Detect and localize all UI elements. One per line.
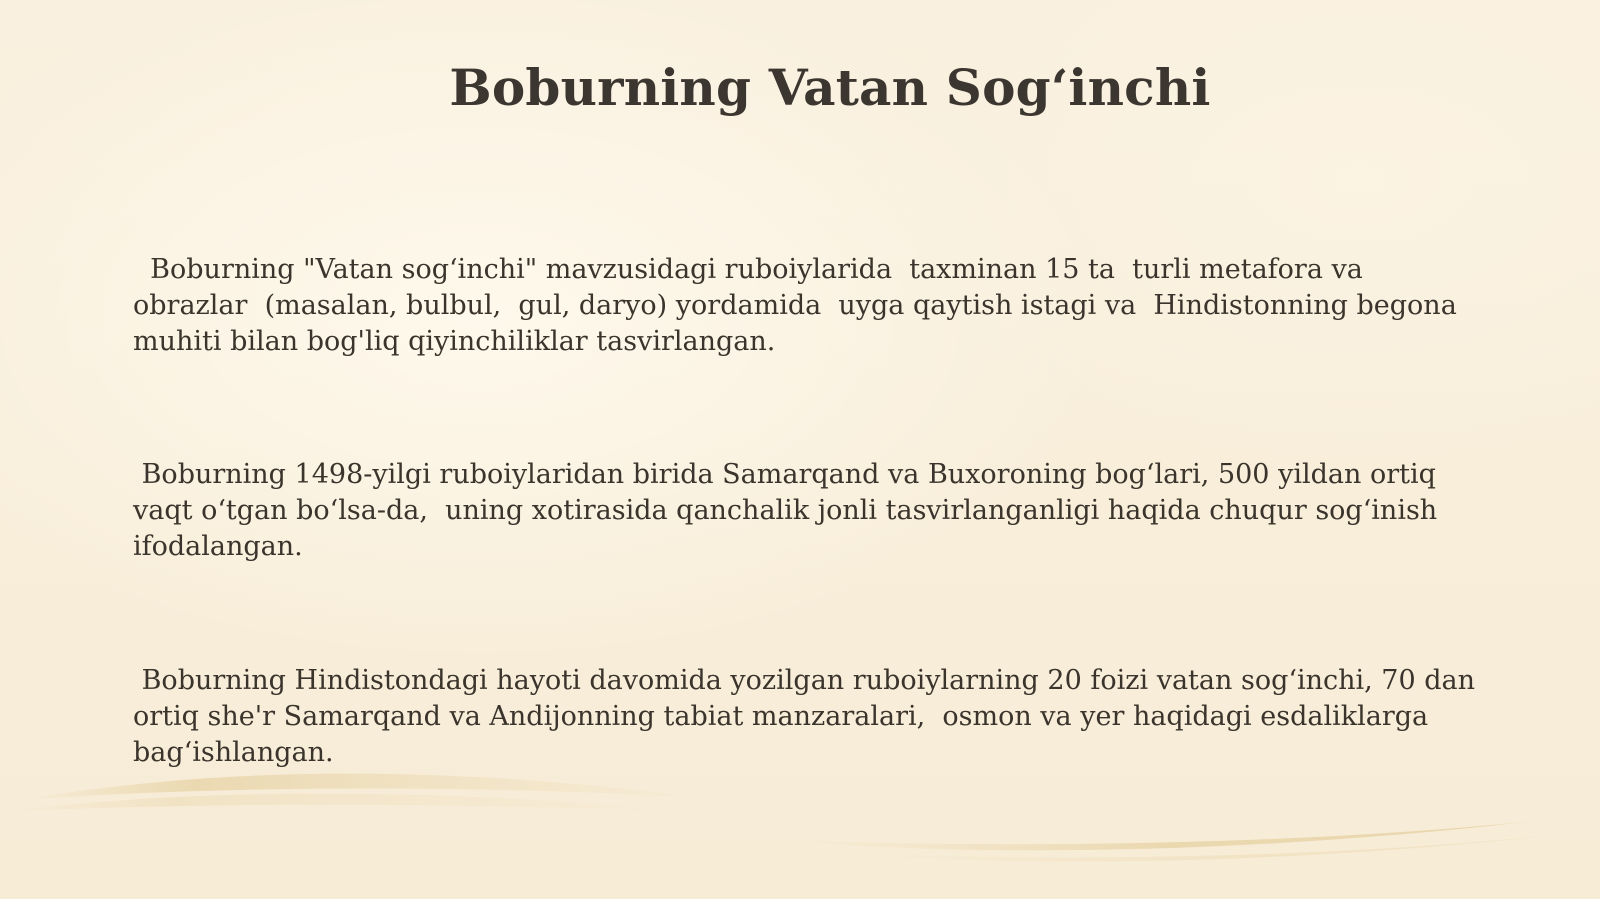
slide-title: Boburning Vatan Sog‘inchi [449,58,1211,117]
paragraph-1498-ruboiy: Boburning 1498-yilgi ruboiylaridan birida Samarqand va Buxoroning bog‘lari, 500 yildan ortiq vaqt o‘tgan bo‘lsa-da, uning xotirasida qanchalik jonli tasvirlanganligi haqida chuqur sog‘inish ifodalangan. [133,459,1446,562]
paragraph-hindiston-hayoti: Boburning Hindistondagi hayoti davomida yozilgan ruboiylarning 20 foizi vatan sog‘inchi, 70 dan ortiq she'r Samarqand va Andijonning tabiat manzaralari, osmon va yer haqidagi esdaliklarga bag‘ishlangan. [133,665,1484,768]
wave-stroke-left-soft [0,794,700,812]
paragraph-vatan-soginchi: Boburning "Vatan sog‘inchi" mavzusidagi ruboiylarida taxminan 15 ta turli metafora va obrazlar (masalan, bulbul, gul, daryo) yordamida uyga qaytish istagi va Hindistonning begona muhiti bilan bog'liq qiyinchiliklar tasvirlangan. [133,254,1466,357]
